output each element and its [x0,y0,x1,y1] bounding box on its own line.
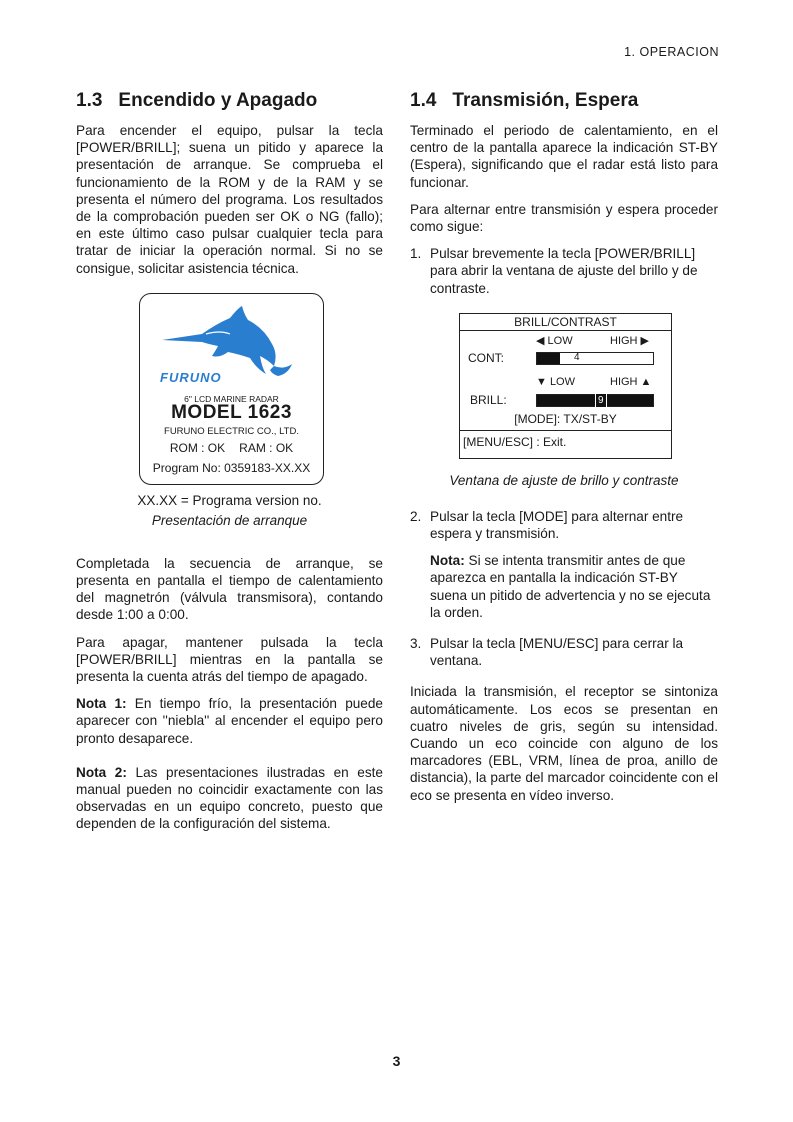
rom-ram-status [140,441,323,455]
cont-high-label: HIGH ▶ [610,334,650,347]
step-text: Pulsar brevemente la tecla [POWER/BRILL] para abrir la ventana de ajuste del brillo y de contraste. [430,246,698,296]
step-text: Pulsar la tecla [MENU/ESC] para cerrar la ventana. [430,636,684,669]
marlin-logo-icon [160,304,310,376]
note-text: En tiempo frío, la presentación puede aparecer con ''niebla'' al encender el equipo pero pronto desaparece. [76,696,383,746]
brill-bar [536,394,654,407]
cont-label: CONT: [468,350,504,365]
company-name: FURUNO ELECTRIC CO., LTD. [164,425,299,437]
section-title: Encendido y Apagado [118,90,318,111]
section-number: 1.4 [410,90,437,111]
brill-low-label: ▼ LOW [536,375,575,388]
power-off-paragraph: Para apagar, mantener pulsada la tecla [POWER/BRILL] mientras en la pantalla se presenta la cuenta atrás del tiempo de apagado. [76,634,383,685]
cont-low-label: ◀ LOW [536,334,573,347]
brill-label: BRILL: [470,392,507,407]
brand-logo: FURUNO [160,369,222,385]
warmup-done-paragraph: Terminado el periodo de calentamiento, en el centro de la pantalla aparece la indicación ST-BY (Espera), significando que el radar está listo para funcionar. [410,123,718,190]
intro-paragraph: Para encender el equipo, pulsar la tecla [POWER/BRILL]; suena un pitido y aparece la presentación de arranque. Se comprueba el funcionamiento de la ROM y de la RAM y se presenta el número del programa. Los resultados de la comprobación pueden ser OK o NG (fallo); en este último caso pulsar cualquier tecla para tratar de iniciar la operación normal. Si no se consigue, solicitar asistencia técnica. [76,123,383,276]
window-title: BRILL/CONTRAST [460,314,671,331]
cont-value: 4 [574,351,580,363]
step-text: Pulsar la tecla [MODE] para alternar entre espera y transmisión. [430,508,684,542]
brill-high-label: HIGH ▲ [610,375,652,388]
rom-status: ROM : OK [169,440,226,455]
startup-screen-figure [139,293,324,485]
model-name: MODEL 1623 [171,401,292,423]
list-item [410,245,718,297]
note-2 [76,764,383,833]
warmup-paragraph: Completada la secuencia de arranque, se presenta en pantalla el tiempo de calentamiento del magnetrón (válvula transmisora), contando desde 1:00 a 0:00. [76,555,383,623]
figure-caption: Presentación de arranque [151,512,308,528]
list-item [410,635,718,669]
final-paragraph: Iniciada la transmisión, el receptor se sintoniza automáticamente. Los ecos se presentan en cuatro niveles de gris, según su intensidad. Cuando un eco coincide con alguno de los marcadores (EBL, VRM, línea de proa, anillo de distancia), la parte del marcador coincidente con el eco se presenta en vídeo inverso. [410,684,718,803]
section-heading-1-4 [410,90,718,112]
section-title: Transmisión, Espera [452,90,639,111]
note-label: Nota 2: [76,764,127,780]
list-item [410,508,718,542]
cont-bar-fill [537,353,560,364]
step-number: 2. [410,508,422,524]
note-text: Si se intenta transmitir antes de que aparezca en pantalla la indicación ST-BY suena un pitido de advertencia y no se ejecuta la orden. [430,553,711,620]
note-1 [76,695,383,747]
exit-hint: [MENU/ESC] : Exit. [460,430,671,459]
note-label: Nota 1: [76,696,127,712]
section-number: 1.3 [76,90,103,111]
note-text: Las presentaciones ilustradas en este manual pueden no coincidir exactamente con las observadas en un equipo concreto, puesto que dependen de la configuración del sistema. [76,764,383,832]
version-note: XX.XX = Programa version no. [137,492,322,508]
step-number: 3. [410,636,422,652]
note-label: Nota: [430,553,465,569]
procedure-intro: Para alternar entre transmisión y espera proceder como sigue: [410,201,718,235]
brill-contrast-window-figure [459,313,672,459]
section-heading-1-3 [76,90,383,112]
step-2-note [430,552,718,621]
ram-status: RAM : OK [239,440,294,455]
step-number: 1. [410,246,422,262]
mode-hint: [MODE]: TX/ST-BY [514,411,617,426]
running-header: 1. OPERACION [624,45,719,59]
left-column [76,90,383,843]
program-number: Program No: 0359183-XX.XX [152,460,311,475]
radar-type: 6" LCD MARINE RADAR [184,393,279,404]
right-column [410,90,718,814]
cont-bar [536,352,654,365]
brill-value: 9 [595,393,607,408]
page-number: 3 [392,1053,401,1069]
window-caption: Ventana de ajuste de brillo y contraste [449,472,679,488]
